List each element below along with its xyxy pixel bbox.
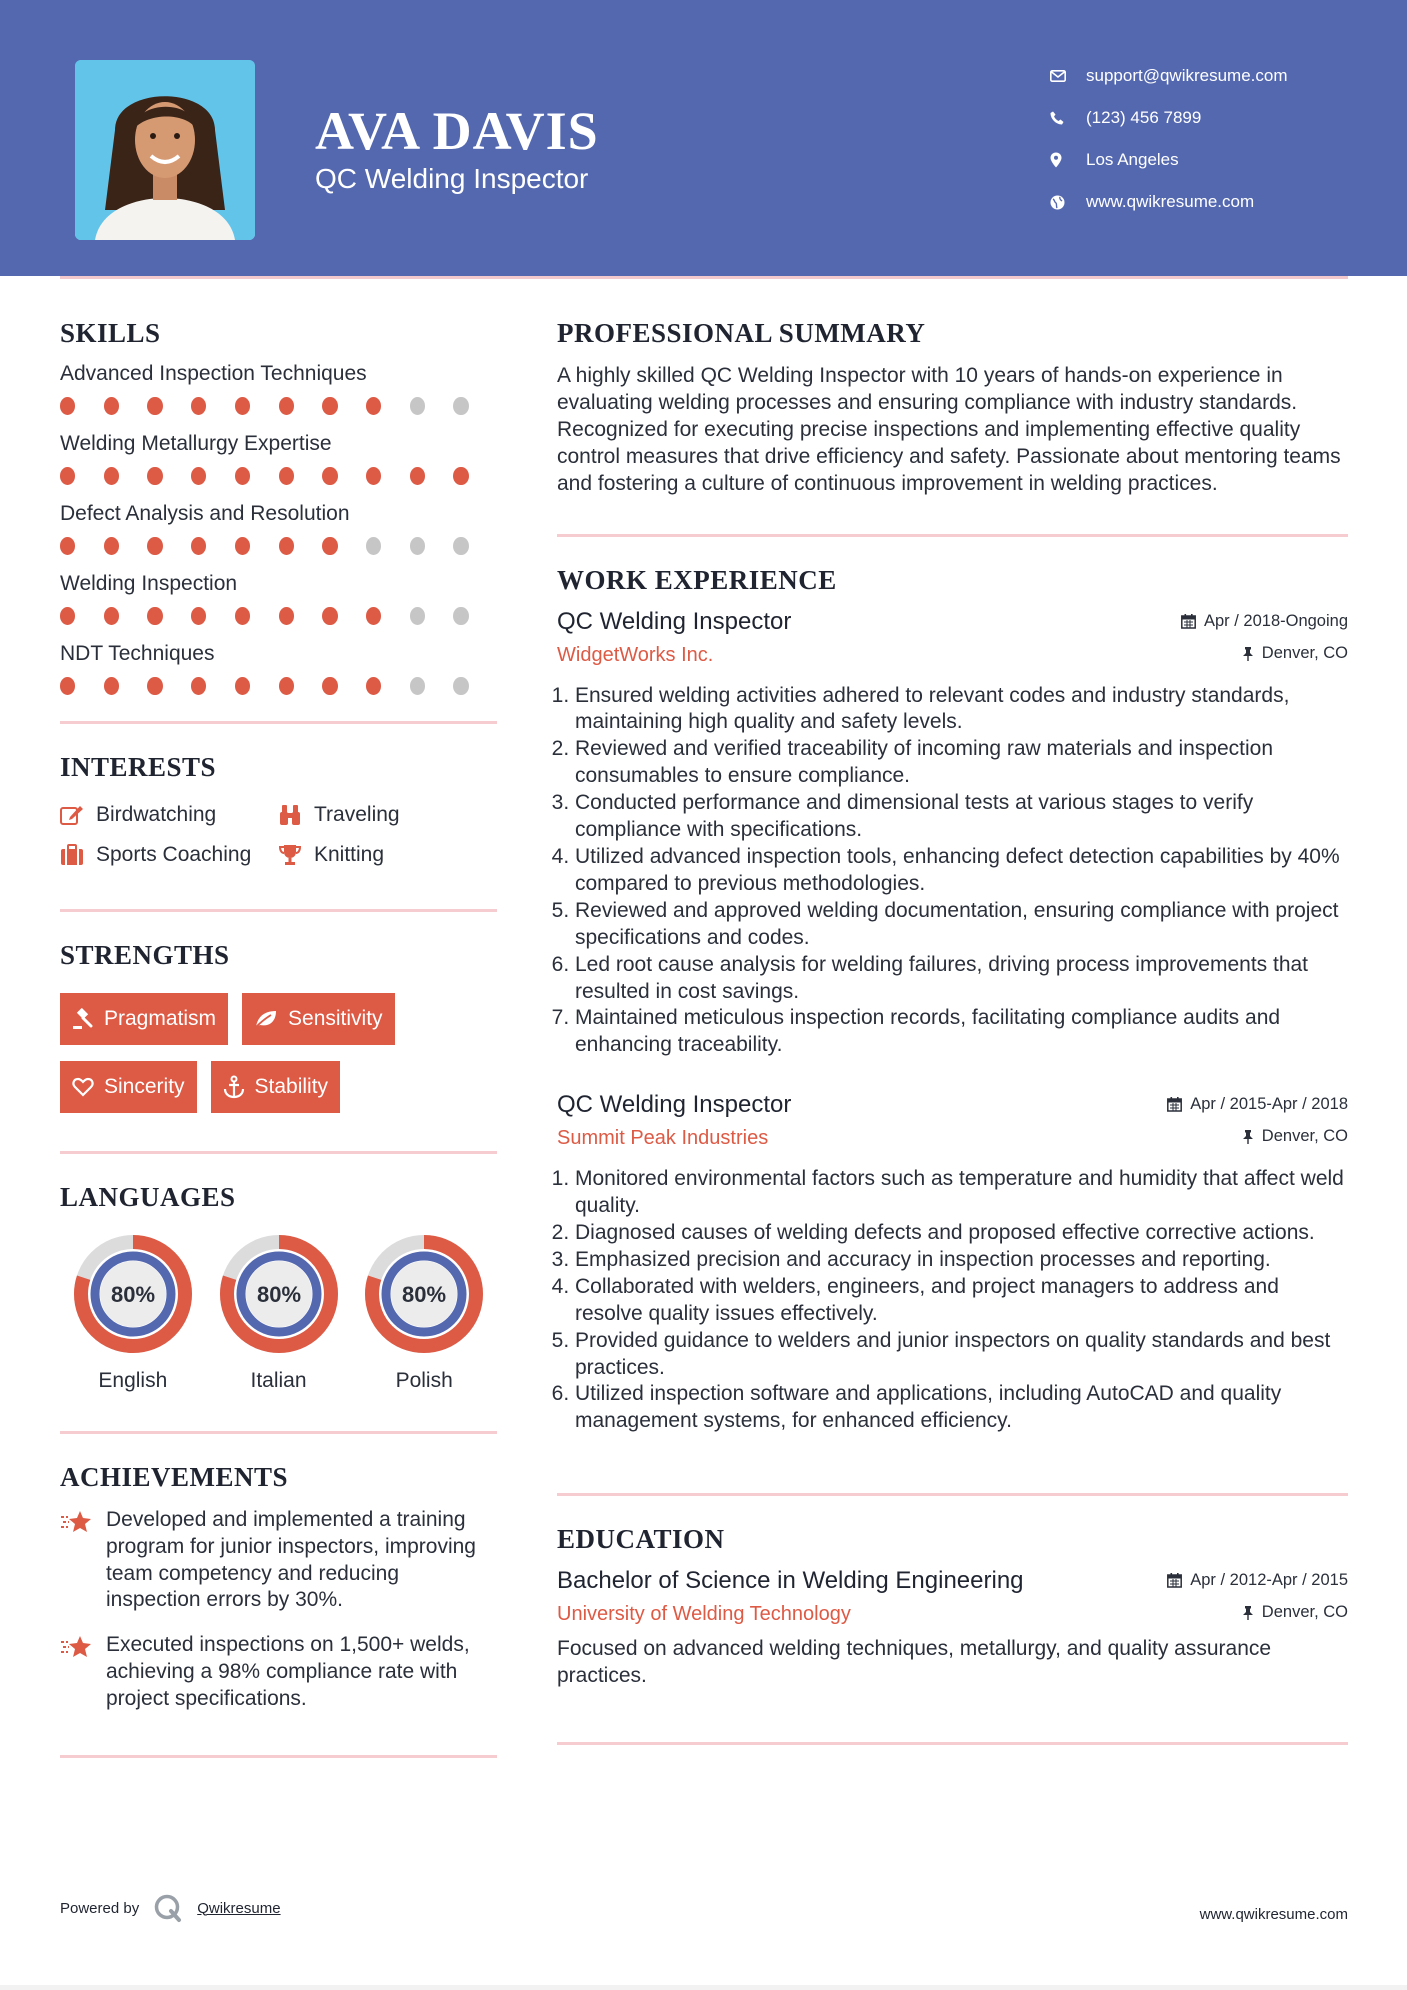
- rating-dot-empty: [366, 537, 381, 555]
- rating-dot-filled: [191, 607, 206, 625]
- skill-item: [60, 359, 497, 415]
- powered-by-text: Powered by: [60, 1899, 140, 1917]
- job-dates-text: Apr / 2015-Apr / 2018: [1190, 1095, 1348, 1114]
- skill-item: [60, 499, 497, 555]
- pushpin-icon: [1242, 646, 1254, 661]
- job-dates-text: Apr / 2018-Ongoing: [1203, 611, 1348, 630]
- rating-dot-filled: [279, 467, 294, 485]
- skill-name: Welding Metallurgy Expertise: [60, 432, 332, 455]
- school-name: University of Welding Technology: [557, 1603, 851, 1626]
- education-heading: EDUCATION: [557, 1524, 725, 1555]
- interest-item: [278, 803, 478, 827]
- rating-dot-empty: [453, 537, 468, 555]
- achievement-text: Executed inspections on 1,500+ welds, achieving a 98% compliance rate with project specifications.: [106, 1633, 470, 1710]
- skill-rating: [60, 677, 497, 695]
- duty-item: 6. Utilized inspection software and applications, including AutoCAD and quality management systems, for enhanced efficiency.: [575, 1381, 1348, 1435]
- interests-heading: INTERESTS: [60, 752, 217, 782]
- interest-item: [60, 843, 278, 867]
- job-title: QC Welding Inspector: [557, 607, 792, 635]
- rating-dot-filled: [191, 397, 206, 415]
- contact-email[interactable]: [1050, 55, 1288, 97]
- skill-name: NDT Techniques: [60, 642, 215, 665]
- right-column: [557, 276, 1348, 1745]
- language-item: [206, 1233, 352, 1393]
- job-entry: [557, 1091, 1348, 1435]
- phone-icon: [1050, 111, 1086, 125]
- strength-tag: [242, 993, 395, 1045]
- duty-item: 3. Emphasized precision and accuracy in inspection processes and reporting.: [575, 1247, 1348, 1274]
- binoculars-icon: [278, 804, 302, 826]
- education-entry: [557, 1567, 1348, 1690]
- education-dates: [1167, 1571, 1348, 1590]
- portrait-image: [75, 60, 255, 240]
- rating-dot-filled: [147, 467, 162, 485]
- gavel-icon: [72, 1008, 94, 1030]
- leaf-icon: [254, 1009, 278, 1029]
- rating-dot-empty: [410, 677, 425, 695]
- location-pin-icon: [1050, 152, 1086, 168]
- edit-icon: [60, 804, 84, 826]
- strength-tag: [60, 1061, 197, 1113]
- strength-tag: [60, 993, 228, 1045]
- calendar-icon: [1167, 1573, 1182, 1588]
- calendar-icon: [1167, 1097, 1182, 1112]
- contact-location-text: Los Angeles: [1086, 150, 1179, 169]
- heart-icon: [72, 1077, 94, 1097]
- job-dates: [1181, 612, 1348, 631]
- degree-title: Bachelor of Science in Welding Engineering: [557, 1567, 1024, 1595]
- contact-website[interactable]: [1050, 181, 1288, 223]
- skill-item: [60, 639, 497, 695]
- star-achievement-icon: [60, 1634, 94, 1660]
- language-name: Italian: [250, 1369, 307, 1392]
- rating-dot-filled: [104, 607, 119, 625]
- achievements-heading: ACHIEVEMENTS: [60, 1462, 289, 1492]
- skill-rating: [60, 607, 497, 625]
- strength-label: Sincerity: [104, 1075, 185, 1098]
- skill-name: Welding Inspection: [60, 572, 238, 595]
- experience-heading: WORK EXPERIENCE: [557, 564, 837, 595]
- rating-dot-filled: [191, 677, 206, 695]
- rating-dot-empty: [410, 397, 425, 415]
- duty-item: 7. Maintained meticulous inspection records, facilitating compliance audits and enhancing traceability.: [575, 1005, 1348, 1059]
- rating-dot-filled: [366, 677, 381, 695]
- rating-dot-filled: [322, 537, 337, 555]
- job-location: [1242, 644, 1348, 663]
- pushpin-icon: [1242, 1605, 1254, 1620]
- language-donut: [72, 1233, 194, 1355]
- skills-heading: SKILLS: [60, 318, 161, 348]
- rating-dot-filled: [147, 397, 162, 415]
- language-donut: [218, 1233, 340, 1355]
- rating-dot-empty: [453, 607, 468, 625]
- rating-dot-filled: [235, 677, 250, 695]
- brand-link[interactable]: Qwikresume: [197, 1899, 281, 1917]
- rating-dot-empty: [453, 397, 468, 415]
- rating-dot-filled: [410, 467, 425, 485]
- section-divider: [557, 1742, 1348, 1745]
- interest-item: [278, 843, 478, 867]
- rating-dot-filled: [366, 607, 381, 625]
- interests-list: [60, 803, 497, 867]
- language-name: Polish: [395, 1369, 453, 1392]
- job-location: [1242, 1127, 1348, 1146]
- rating-dot-filled: [60, 397, 75, 415]
- rating-dot-filled: [235, 467, 250, 485]
- duty-item: 4. Utilized advanced inspection tools, enhancing defect detection capabilities by 40% compared to previous methodologies.: [575, 844, 1348, 898]
- interest-label: Sports Coaching: [96, 843, 252, 866]
- rating-dot-filled: [279, 607, 294, 625]
- duty-item: 2. Diagnosed causes of welding defects and proposed effective corrective actions.: [575, 1220, 1348, 1247]
- strength-label: Sensitivity: [288, 1007, 383, 1030]
- profile-photo: [75, 60, 255, 240]
- job-location-text: Denver, CO: [1261, 1127, 1348, 1146]
- interest-label: Traveling: [314, 803, 400, 826]
- footer-powered-by: [60, 1893, 281, 1923]
- language-item: [351, 1233, 497, 1393]
- duty-item: 4. Collaborated with welders, engineers, and project managers to address and resolve quality issues effectively.: [575, 1274, 1348, 1328]
- achievement-item: [60, 1632, 497, 1712]
- left-column: [60, 276, 497, 1758]
- achievement-item: [60, 1507, 497, 1614]
- briefcase-icon: [60, 844, 84, 866]
- duty-item: 1. Monitored environmental factors such as temperature and humidity that affect weld quality.: [575, 1166, 1348, 1220]
- rating-dot-filled: [147, 537, 162, 555]
- strengths-heading: STRENGTHS: [60, 940, 230, 970]
- language-percent: 80%: [110, 1282, 155, 1307]
- duty-item: 2. Reviewed and verified traceability of incoming raw materials and inspection consumables to ensure compliance.: [575, 736, 1348, 790]
- skill-rating: [60, 467, 497, 485]
- contact-website-text: www.qwikresume.com: [1086, 192, 1255, 211]
- job-duties: [557, 1166, 1348, 1435]
- calendar-icon: [1181, 614, 1196, 629]
- languages-heading: LANGUAGES: [60, 1182, 236, 1212]
- education-description: Focused on advanced welding techniques, metallurgy, and quality assurance practices.: [557, 1637, 1272, 1688]
- job-location-text: Denver, CO: [1261, 643, 1348, 662]
- skills-list: [60, 359, 497, 695]
- rating-dot-empty: [453, 677, 468, 695]
- header-banner: [0, 0, 1407, 276]
- company-name: Summit Peak Industries: [557, 1127, 769, 1150]
- summary-text: A highly skilled QC Welding Inspector with 10 years of hands-on experience in evaluating welding processes and ensuring compliance with industry standards. Recognized for executing precise inspections and implementing effective quality control measures that drive efficiency and safety. Passionate about mentoring teams and fostering a culture of continuous improvement in welding practices.: [557, 364, 1341, 495]
- footer-website[interactable]: www.qwikresume.com: [1199, 1906, 1348, 1923]
- company-name: WidgetWorks Inc.: [557, 643, 714, 666]
- skill-name: Defect Analysis and Resolution: [60, 502, 350, 525]
- contact-list: [1050, 55, 1288, 223]
- strength-tag: [211, 1061, 341, 1113]
- email-icon: [1050, 70, 1086, 82]
- interest-label: Birdwatching: [96, 803, 217, 826]
- rating-dot-filled: [235, 607, 250, 625]
- page-bottom-edge: [0, 1985, 1407, 1990]
- strength-label: Pragmatism: [104, 1007, 217, 1030]
- rating-dot-empty: [410, 607, 425, 625]
- duty-item: 3. Conducted performance and dimensional tests at various stages to verify compliance with specifications.: [575, 790, 1348, 844]
- rating-dot-empty: [410, 537, 425, 555]
- education-location: [1242, 1603, 1348, 1622]
- section-divider: [60, 1755, 497, 1758]
- skill-rating: [60, 537, 497, 555]
- rating-dot-filled: [366, 467, 381, 485]
- rating-dot-filled: [366, 397, 381, 415]
- job-dates: [1167, 1095, 1348, 1114]
- rating-dot-filled: [104, 537, 119, 555]
- achievement-text: Developed and implemented a training program for junior inspectors, improving team competency and reducing inspection errors by 30%.: [106, 1508, 476, 1612]
- rating-dot-filled: [279, 397, 294, 415]
- duty-item: 5. Provided guidance to welders and junior inspectors on quality standards and best practices.: [575, 1328, 1348, 1382]
- language-percent: 80%: [256, 1282, 301, 1307]
- achievements-list: [60, 1507, 497, 1713]
- trophy-icon: [278, 844, 302, 866]
- rating-dot-filled: [104, 677, 119, 695]
- qwikresume-logo-icon: [153, 1893, 183, 1923]
- contact-email-text: support@qwikresume.com: [1086, 66, 1288, 85]
- languages-list: [60, 1233, 497, 1393]
- contact-phone-text: (123) 456 7899: [1086, 108, 1202, 127]
- globe-icon: [1050, 195, 1086, 210]
- job-duties: [557, 683, 1348, 1060]
- skill-item: [60, 429, 497, 485]
- star-achievement-icon: [60, 1509, 94, 1535]
- interest-item: [60, 803, 278, 827]
- rating-dot-filled: [104, 467, 119, 485]
- rating-dot-filled: [322, 607, 337, 625]
- rating-dot-filled: [60, 467, 75, 485]
- rating-dot-filled: [322, 467, 337, 485]
- rating-dot-filled: [191, 537, 206, 555]
- rating-dot-filled: [235, 397, 250, 415]
- rating-dot-filled: [147, 607, 162, 625]
- job-entry: [557, 608, 1348, 1060]
- rating-dot-filled: [60, 677, 75, 695]
- job-title: QC Welding Inspector: [557, 1091, 792, 1119]
- interest-label: Knitting: [314, 843, 385, 866]
- rating-dot-filled: [322, 677, 337, 695]
- skill-rating: [60, 397, 497, 415]
- duty-item: 1. Ensured welding activities adhered to relevant codes and industry standards, maintaining high quality and safety levels.: [575, 683, 1348, 737]
- rating-dot-filled: [322, 397, 337, 415]
- rating-dot-filled: [235, 537, 250, 555]
- language-donut: [363, 1233, 485, 1355]
- rating-dot-filled: [279, 537, 294, 555]
- language-name: English: [98, 1369, 168, 1392]
- skill-name: Advanced Inspection Techniques: [60, 362, 367, 385]
- strength-label: Stability: [254, 1075, 329, 1098]
- duty-item: 5. Reviewed and approved welding documentation, ensuring compliance with project specifications and codes.: [575, 898, 1348, 952]
- rating-dot-filled: [453, 467, 468, 485]
- rating-dot-filled: [60, 537, 75, 555]
- skill-item: [60, 569, 497, 625]
- candidate-name: AVA DAVIS: [315, 101, 599, 161]
- pushpin-icon: [1242, 1129, 1254, 1144]
- education-location-text: Denver, CO: [1261, 1603, 1348, 1622]
- rating-dot-filled: [104, 397, 119, 415]
- summary-heading: PROFESSIONAL SUMMARY: [557, 318, 926, 348]
- rating-dot-filled: [60, 607, 75, 625]
- language-percent: 80%: [402, 1282, 447, 1307]
- rating-dot-filled: [279, 677, 294, 695]
- rating-dot-filled: [191, 467, 206, 485]
- contact-location: [1050, 139, 1288, 181]
- contact-phone[interactable]: [1050, 97, 1288, 139]
- duty-item: 6. Led root cause analysis for welding failures, driving process improvements that resulted in cost savings.: [575, 952, 1348, 1006]
- strengths-list: [60, 993, 480, 1113]
- education-dates-text: Apr / 2012-Apr / 2015: [1190, 1571, 1348, 1590]
- candidate-title: QC Welding Inspector: [315, 163, 589, 194]
- anchor-icon: [223, 1075, 245, 1099]
- language-item: [60, 1233, 206, 1393]
- rating-dot-filled: [147, 677, 162, 695]
